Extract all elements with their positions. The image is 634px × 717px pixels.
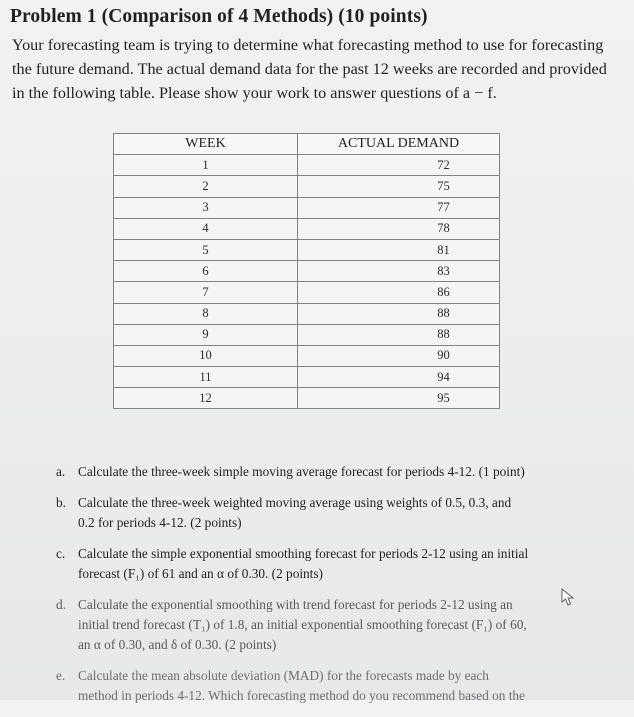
question-text: Calculate the three-week simple moving average forecast for periods 4-12. (1 point) bbox=[78, 464, 525, 479]
question-text: forecast (F₁) of 61 and an α of 0.30. (2 points) bbox=[78, 566, 323, 581]
question-text: Calculate the three-week weighted moving average using weights of 0.5, 0.3, and bbox=[78, 495, 512, 510]
week-cell: 7 bbox=[114, 282, 298, 303]
demand-cell: 90 bbox=[298, 345, 500, 366]
week-cell: 5 bbox=[114, 239, 298, 260]
question-d bbox=[56, 595, 576, 655]
demand-cell: 88 bbox=[298, 324, 500, 345]
question-text: Calculate the mean absolute deviation (MAD) for the forecasts made by each bbox=[78, 668, 489, 683]
mouse-pointer-icon bbox=[560, 587, 578, 607]
question-label: e. bbox=[56, 668, 66, 683]
table-row bbox=[114, 367, 500, 388]
demand-cell: 94 bbox=[298, 367, 500, 388]
question-label: b. bbox=[56, 495, 66, 510]
table-row bbox=[114, 155, 500, 176]
demand-table bbox=[113, 133, 500, 409]
table-row bbox=[114, 345, 500, 366]
demand-cell: 86 bbox=[298, 282, 500, 303]
question-a bbox=[56, 462, 576, 482]
demand-cell: 75 bbox=[298, 176, 500, 197]
intro-line: Your forecasting team is trying to determine what forecasting method to use for forecasting bbox=[12, 36, 604, 54]
table-row bbox=[114, 282, 500, 303]
question-text: Calculate the exponential smoothing with trend forecast for periods 2-12 using an bbox=[78, 597, 513, 612]
table-header-row bbox=[114, 134, 500, 155]
demand-cell: 88 bbox=[298, 303, 500, 324]
demand-cell: 78 bbox=[298, 218, 500, 239]
demand-cell: 77 bbox=[298, 197, 500, 218]
table-row bbox=[114, 218, 500, 239]
week-cell: 6 bbox=[114, 261, 298, 282]
question-list bbox=[56, 462, 576, 717]
question-c bbox=[56, 544, 576, 584]
question-text: 0.2 for periods 4-12. (2 points) bbox=[78, 515, 242, 530]
table-row bbox=[114, 261, 500, 282]
week-cell: 2 bbox=[114, 176, 298, 197]
week-cell: 12 bbox=[114, 388, 298, 409]
week-cell: 8 bbox=[114, 303, 298, 324]
question-b bbox=[56, 493, 576, 533]
header-week: WEEK bbox=[114, 134, 298, 155]
question-label: d. bbox=[56, 597, 66, 612]
question-label: a. bbox=[56, 464, 66, 479]
week-cell: 1 bbox=[114, 155, 298, 176]
week-cell: 4 bbox=[114, 218, 298, 239]
question-text: Calculate the simple exponential smoothing forecast for periods 2-12 using an initial bbox=[78, 546, 529, 561]
problem-title: Problem 1 (Comparison of 4 Methods) (10 points) bbox=[10, 6, 428, 27]
demand-cell: 72 bbox=[298, 155, 500, 176]
demand-cell: 83 bbox=[298, 261, 500, 282]
question-text: method in periods 4-12. Which forecasting method do you recommend based on the bbox=[78, 688, 525, 703]
header-actual-demand: ACTUAL DEMAND bbox=[298, 134, 500, 155]
demand-cell: 95 bbox=[298, 388, 500, 409]
table-row bbox=[114, 176, 500, 197]
table-row bbox=[114, 197, 500, 218]
table-row bbox=[114, 239, 500, 260]
week-cell: 11 bbox=[114, 367, 298, 388]
week-cell: 10 bbox=[114, 345, 298, 366]
question-text: an α of 0.30, and δ of 0.30. (2 points) bbox=[78, 637, 277, 652]
question-text: initial trend forecast (T₁) of 1.8, an initial exponential smoothing forecast (F₁) of 60, bbox=[78, 617, 527, 632]
week-cell: 3 bbox=[114, 197, 298, 218]
question-e bbox=[56, 666, 576, 706]
week-cell: 9 bbox=[114, 324, 298, 345]
table-row bbox=[114, 388, 500, 409]
table-row bbox=[114, 324, 500, 345]
problem-intro bbox=[12, 33, 612, 105]
question-label: c. bbox=[56, 546, 66, 561]
intro-line: in the following table. Please show your work to answer questions of a − f. bbox=[12, 84, 497, 102]
table-row bbox=[114, 303, 500, 324]
intro-line: the future demand. The actual demand data for the past 12 weeks are recorded and provided bbox=[12, 60, 607, 78]
demand-cell: 81 bbox=[298, 239, 500, 260]
